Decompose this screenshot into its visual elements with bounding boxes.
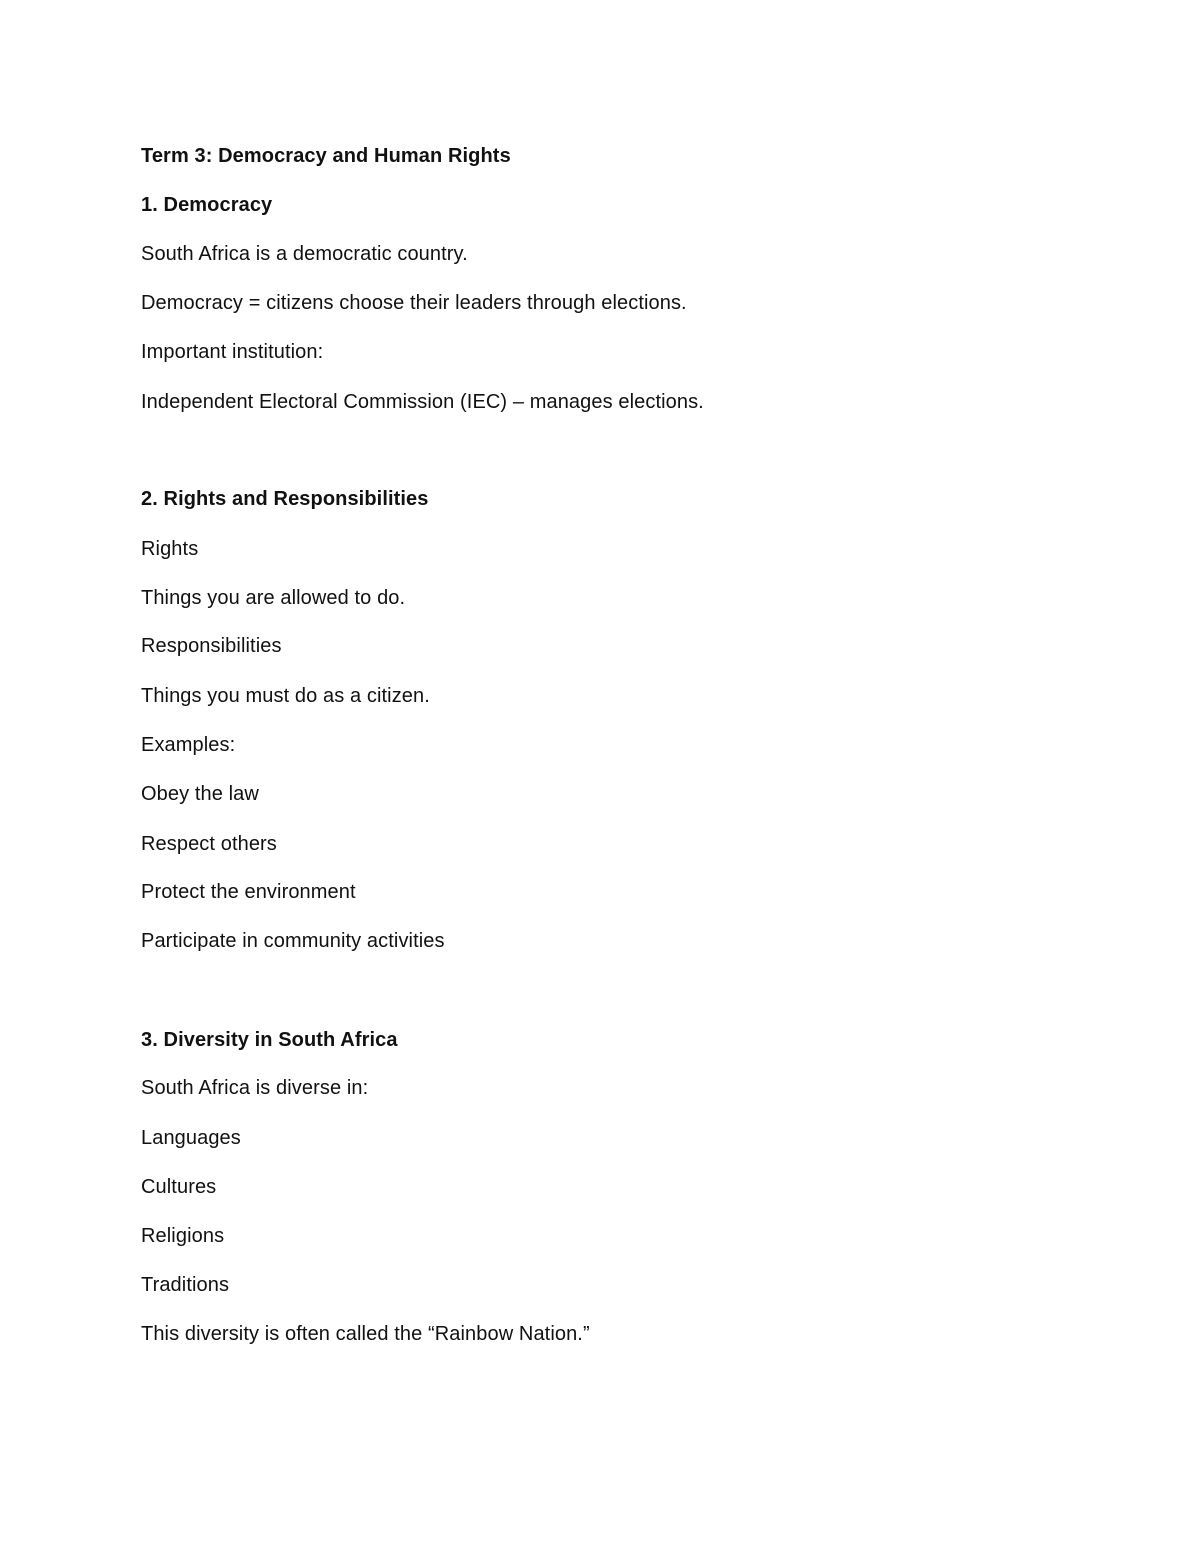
paragraph-line: Things you are allowed to do. bbox=[141, 587, 406, 609]
paragraph-line: Independent Electoral Commission (IEC) – manages elections. bbox=[141, 391, 704, 413]
paragraph-line: Examples: bbox=[141, 734, 236, 756]
section-heading-rights: 2. Rights and Responsibilities bbox=[141, 488, 429, 510]
paragraph-line: This diversity is often called the “Rainbow Nation.” bbox=[141, 1323, 590, 1345]
paragraph-line: South Africa is diverse in: bbox=[141, 1077, 369, 1099]
paragraph-line: Cultures bbox=[141, 1176, 217, 1198]
paragraph-line: Obey the law bbox=[141, 783, 259, 805]
paragraph-line: Rights bbox=[141, 538, 199, 560]
section-heading-democracy: 1. Democracy bbox=[141, 194, 273, 216]
paragraph-line: Democracy = citizens choose their leaders through elections. bbox=[141, 292, 687, 314]
paragraph-line: Responsibilities bbox=[141, 635, 282, 657]
paragraph-line: Participate in community activities bbox=[141, 930, 445, 952]
document-title: Term 3: Democracy and Human Rights bbox=[141, 145, 511, 167]
paragraph-line: Protect the environment bbox=[141, 881, 356, 903]
paragraph-line: Languages bbox=[141, 1127, 241, 1149]
paragraph-line: Respect others bbox=[141, 833, 277, 855]
section-heading-diversity: 3. Diversity in South Africa bbox=[141, 1029, 398, 1051]
paragraph-line: Religions bbox=[141, 1225, 225, 1247]
paragraph-line: South Africa is a democratic country. bbox=[141, 243, 468, 265]
paragraph-line: Important institution: bbox=[141, 341, 324, 363]
paragraph-line: Traditions bbox=[141, 1274, 230, 1296]
paragraph-line: Things you must do as a citizen. bbox=[141, 685, 430, 707]
